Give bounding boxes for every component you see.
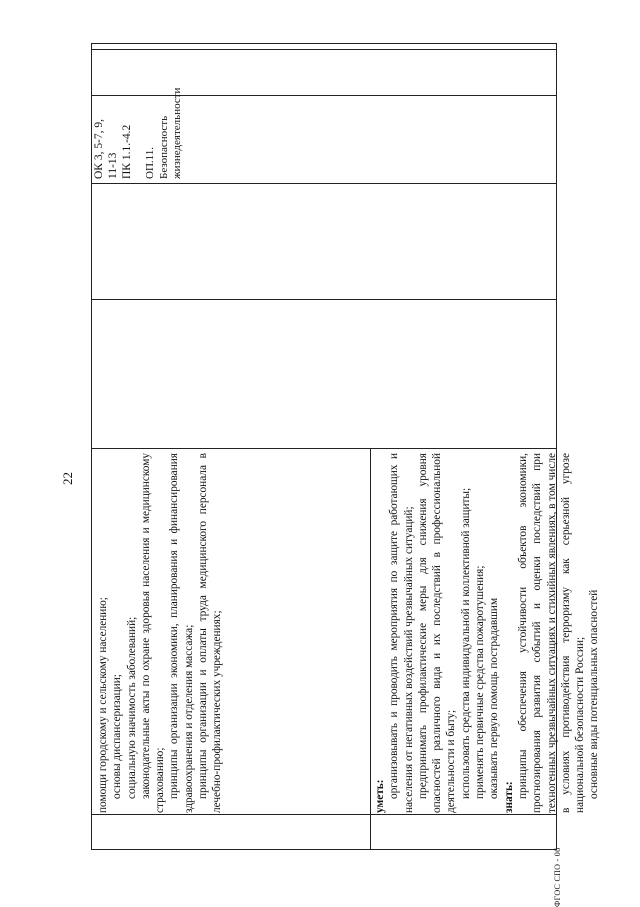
- list-item: принципы организации и оплаты труда медицинского персонала в лечебно-профилактических учреждениях;: [197, 453, 224, 813]
- table-column-divider: [92, 448, 556, 449]
- curriculum-table: [91, 43, 601, 850]
- page-number: 22: [60, 472, 75, 485]
- list-item: социальную значимость заболеваний;: [125, 616, 138, 799]
- form-code: ФГОС СПО - 06: [553, 847, 562, 907]
- document-page: [40, 35, 600, 905]
- table-column-divider: [92, 183, 556, 184]
- table-column-divider: [92, 299, 556, 300]
- list-item: законодательные акты по охране здоровья населения и медицинскому страхованию;: [139, 453, 167, 813]
- table-column-divider: [92, 49, 556, 50]
- list-item: основные виды потенциальных опасностей: [588, 589, 601, 799]
- competency-codes: ОК 3, 5-7, 9, 11-13 ПК 1.1.-4.2: [93, 118, 133, 179]
- skills-heading: уметь:: [374, 779, 386, 813]
- list-item: организовывать и проводить мероприятия по защите работающих и населения от негативных воздействий чрезвычайных ситуаций;: [388, 453, 415, 813]
- list-item: оказывать первую помощь пострадавшим: [488, 597, 501, 799]
- list-item: принципы обеспечения устойчивости объектов экономики, прогнозирования развития событий и оценки последствий при техногенных чрезвычайных ситуациях и стихийных явлениях, в том числе в условиях противодействия терроризму как серьезной угрозе национальной безопасности России;: [516, 453, 587, 813]
- discipline-name: ОП.11. Безопасность жизнедеятельности: [144, 87, 183, 179]
- list-item: помощи городскому и сельскому населению;: [97, 597, 109, 813]
- knowledge-continuation-cell: [96, 453, 225, 813]
- table-column-divider: [92, 814, 556, 815]
- list-item: предпринимать профилактические меры для снижения уровня опасностей различного вида и их последствий в профессиональной деятельности и быту;: [416, 453, 458, 813]
- table-row-divider: [370, 449, 371, 849]
- table-column-divider: [92, 95, 556, 96]
- list-item: основы диспансеризации;: [111, 674, 124, 799]
- list-item: использовать средства индивидуальной и коллективной защиты;: [459, 487, 472, 799]
- list-item: применять первичные средства пожаротушения;: [474, 565, 487, 799]
- knowledge-heading: знать:: [502, 781, 515, 813]
- safety-requirements-cell: [373, 453, 602, 813]
- list-item: принципы организации экономики, планирования и финансирования здравоохранения и отделения массажа;: [168, 453, 195, 813]
